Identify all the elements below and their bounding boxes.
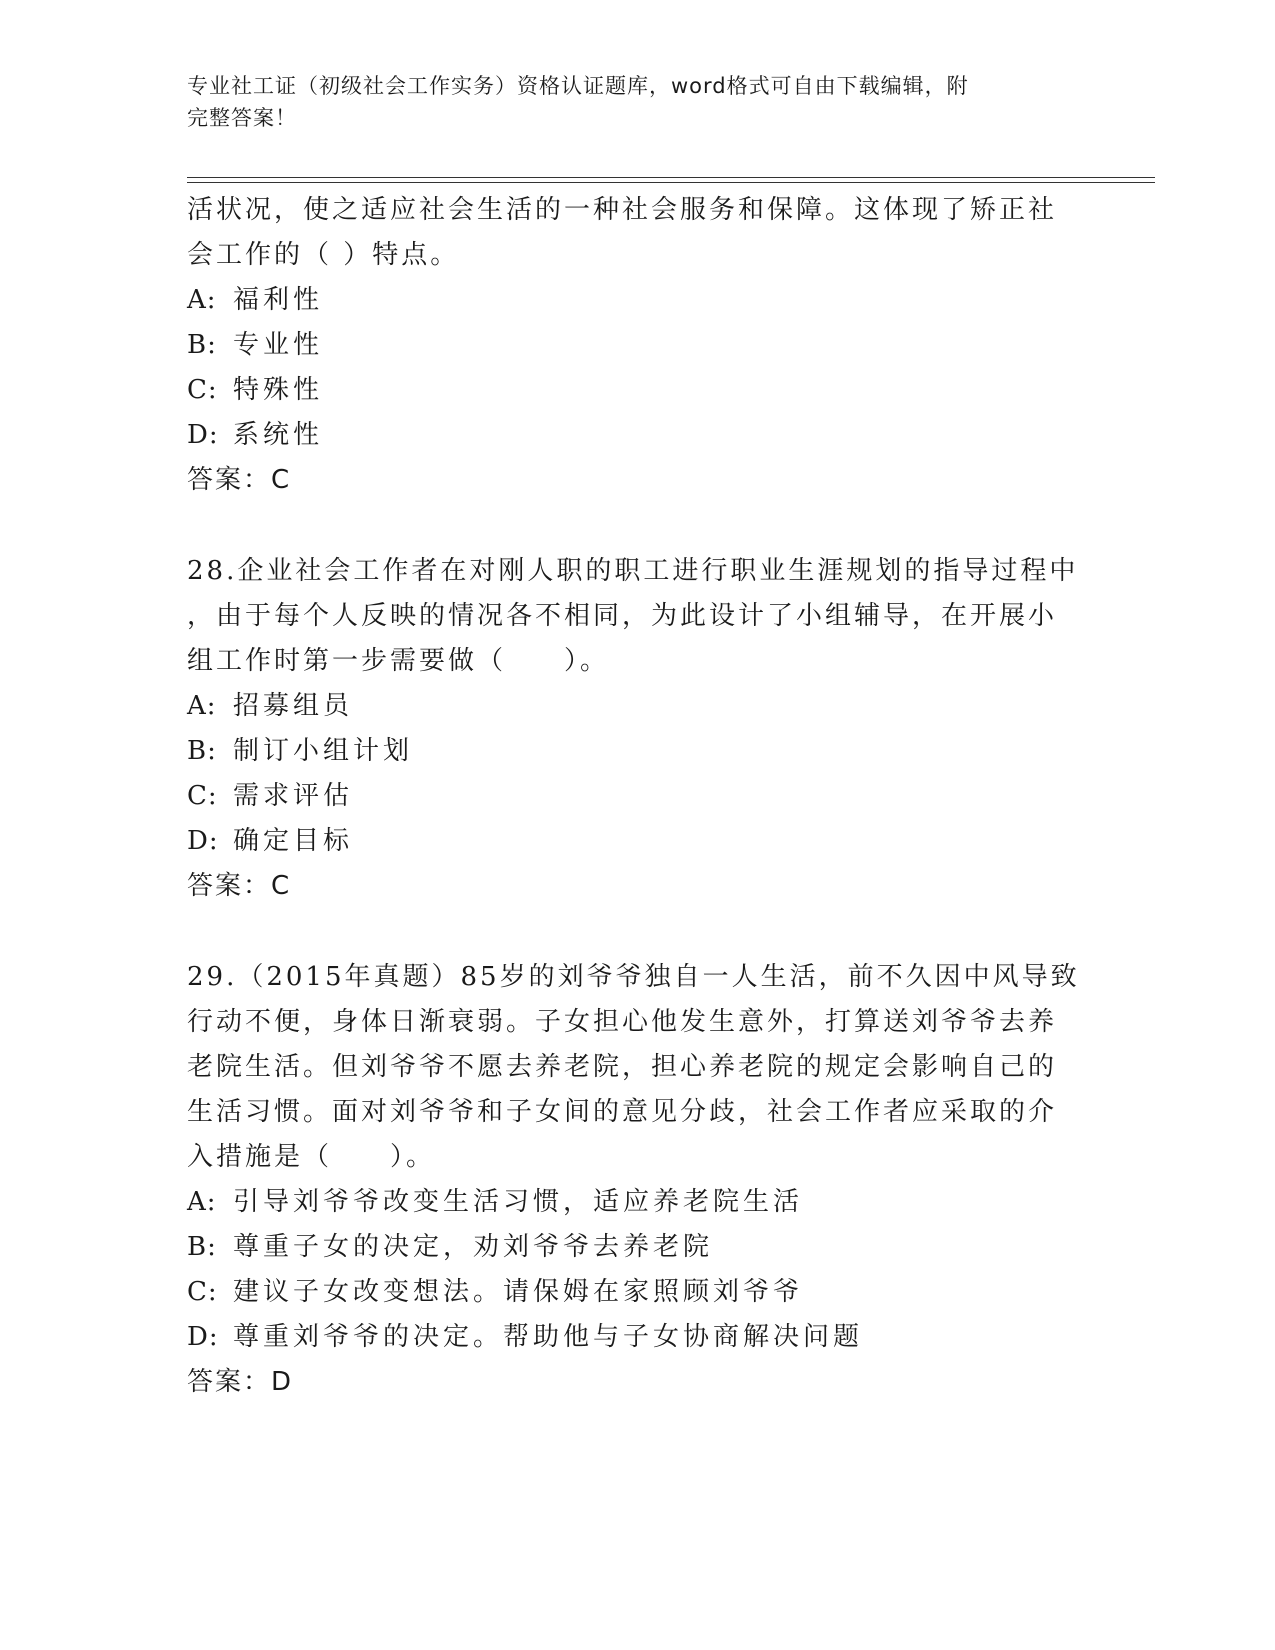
question-text-line: 生活习惯。面对刘爷爷和子女间的意见分歧，社会工作者应采取的介 [187, 1097, 1058, 1127]
option-text: 建议子女改变想法。请保姆在家照顾刘爷爷 [233, 1277, 804, 1307]
option-text: 福利性 [233, 285, 324, 315]
option-a [187, 278, 1067, 323]
option-key: D: [187, 420, 219, 450]
option-text: 制订小组计划 [233, 736, 414, 766]
spacer [187, 503, 1067, 549]
question-text-line: 行动不便，身体日渐衰弱。子女担心他发生意外，打算送刘爷爷去养 [187, 1007, 1058, 1037]
header-title-line-2: 完整答案！ [187, 106, 297, 130]
option-text: 确定目标 [233, 826, 354, 856]
spacer [187, 909, 1067, 955]
option-text: 系统性 [233, 420, 324, 450]
option-key: B: [187, 736, 217, 766]
option-key: A: [187, 285, 217, 315]
option-c [187, 1270, 1067, 1315]
option-d [187, 1315, 1067, 1360]
option-c [187, 368, 1067, 413]
option-text: 需求评估 [233, 781, 354, 811]
page-header [187, 70, 1087, 134]
question-text-line: 29.（2015年真题）85岁的刘爷爷独自一人生活，前不久因中风导致 [187, 962, 1080, 992]
option-a [187, 1180, 1067, 1225]
option-key: C: [187, 781, 218, 811]
question-text-line: 活状况，使之适应社会生活的一种社会服务和保障。这体现了矫正社 [187, 195, 1058, 225]
option-text: 尊重刘爷爷的决定。帮助他与子女协商解决问题 [233, 1322, 864, 1352]
answer-text: 答案：C [187, 465, 292, 495]
question-28 [187, 549, 1079, 909]
option-key: A: [187, 1187, 217, 1217]
header-divider [187, 177, 1155, 183]
option-d [187, 413, 1067, 458]
question-text-line: 老院生活。但刘爷爷不愿去养老院，担心养老院的规定会影响自己的 [187, 1052, 1058, 1082]
option-text: 引导刘爷爷改变生活习惯，适应养老院生活 [233, 1187, 804, 1217]
option-b [187, 323, 1067, 368]
question-text-line: 组工作时第一步需要做（ ）。 [187, 646, 610, 676]
option-b [187, 729, 1067, 774]
option-key: B: [187, 330, 217, 360]
question-text-line: 会工作的（ ）特点。 [187, 240, 460, 270]
question-29 [187, 955, 1080, 1405]
option-key: C: [187, 375, 218, 405]
answer-text: 答案：C [187, 871, 292, 901]
option-text: 招募组员 [233, 691, 354, 721]
option-b [187, 1225, 1067, 1270]
option-text: 尊重子女的决定，劝刘爷爷去养老院 [233, 1232, 714, 1262]
answer-text: 答案：D [187, 1367, 294, 1397]
option-text: 特殊性 [233, 375, 324, 405]
header-title-line-1: 专业社工证（初级社会工作实务）资格认证题库，word格式可自由下载编辑，附 [187, 74, 969, 98]
question-text-line: 28.企业社会工作者在对刚人职的职工进行职业生涯规划的指导过程中 [187, 556, 1079, 586]
option-c [187, 774, 1067, 819]
option-key: C: [187, 1277, 218, 1307]
option-a [187, 684, 1067, 729]
option-d [187, 819, 1067, 864]
option-key: D: [187, 1322, 219, 1352]
question-text-line: 入措施是（ ）。 [187, 1142, 436, 1172]
document-body [187, 188, 1080, 1405]
option-text: 专业性 [233, 330, 324, 360]
option-key: D: [187, 826, 219, 856]
option-key: A: [187, 691, 217, 721]
question-text-line: ，由于每个人反映的情况各不相同，为此设计了小组辅导，在开展小 [187, 601, 1058, 631]
question-27 [187, 188, 1067, 503]
option-key: B: [187, 1232, 217, 1262]
